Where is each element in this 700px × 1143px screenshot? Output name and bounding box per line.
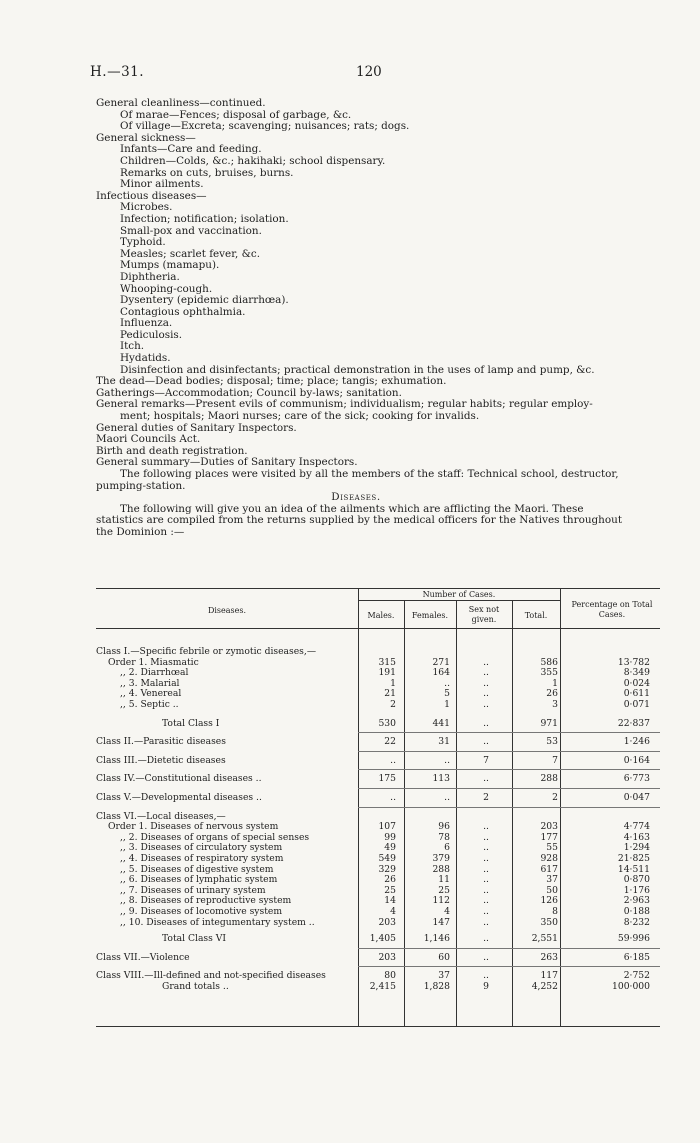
disease-label: ,, 5. Septic .. [120,699,179,710]
percentage-cell: 0·164 [623,754,650,766]
sex-not-given-cell: .. [483,970,489,982]
males-cell: 1,405 [369,933,396,945]
row-rule [358,948,660,949]
males-cell: 80 [384,970,396,982]
sex-not-given-cell: 2 [483,792,489,803]
total-cell: 971 [540,717,558,729]
table-row [96,874,660,885]
females-cell: 113 [432,773,450,785]
sex-not-given-cell: .. [483,699,489,710]
females-cell: 5 [444,688,450,700]
males-cell: 99 [384,831,396,843]
table-row [96,933,660,944]
table-row [96,646,660,657]
text-line: Itch. [120,340,145,353]
percentage-cell: 2·963 [623,895,650,907]
percentage-cell: 0·047 [623,792,650,803]
disease-label: ,, 5. Diseases of digestive system [120,863,274,875]
disease-label: Total Class VI [162,933,227,945]
table-row [96,895,660,906]
sex-not-given-cell: .. [483,717,489,729]
table-row [96,853,660,864]
total-cell: 3 [552,699,558,710]
text-line: pumping-station. [96,479,186,492]
females-cell: 147 [432,916,450,928]
total-cell: 2 [552,792,558,803]
males-cell: .. [390,754,396,766]
percentage-cell: 8·349 [623,667,650,679]
sex-not-given-cell: .. [483,916,489,928]
body-text [96,97,623,539]
table-row [96,981,660,992]
table-row [96,688,660,699]
disease-label: ,, 3. Malarial [120,677,180,689]
sex-not-given-cell: .. [483,656,489,668]
row-rule [358,751,660,752]
text-line: Children—Colds, &c.; hakihaki; school dispensary. [120,154,386,167]
table-row [96,792,660,803]
col-header-diseases: Diseases. [207,606,247,615]
sex-not-given-cell: .. [483,773,489,785]
text-line: General duties of Sanitary Inspectors. [96,421,297,434]
males-cell: 203 [378,951,396,963]
text-line: Pediculosis. [120,328,183,341]
females-cell: 112 [432,895,450,907]
percentage-cell: 1·246 [623,736,650,748]
page-header [90,64,610,80]
table-row [96,970,660,981]
females-cell: 1 [444,699,450,710]
sex-not-given-cell: .. [483,677,489,689]
text-line: Influenza. [120,317,173,330]
disease-label: ,, 2. Diseases of organs of special senses [120,831,310,843]
males-cell: 22 [384,736,396,748]
total-cell: 37 [546,874,558,886]
text-line: The dead—Dead bodies; disposal; time; place; tangis; exhumation. [96,375,447,388]
total-cell: 50 [546,884,558,896]
total-cell: 263 [540,951,558,963]
table-row [96,667,660,678]
males-cell: 530 [378,717,396,729]
females-cell: 379 [432,853,450,864]
females-cell: 6 [444,842,450,854]
disease-label: Class II.—Parasitic diseases [96,736,226,748]
sex-not-given-cell: .. [483,874,489,886]
total-cell: 586 [540,656,558,668]
col-header-females: Females. [411,611,449,620]
disease-label: ,, 2. Diarrhœal [120,667,189,679]
females-cell: 31 [438,736,450,748]
percentage-cell: 6·185 [623,951,650,963]
row-rule [358,732,660,733]
text-line: Disinfection and disinfectants; practical demonstration in the uses of lamp and pump, &c. [120,363,595,376]
text-line: Typhoid. [120,236,166,249]
percentage-cell: 0·611 [623,688,650,700]
text-line: General summary—Duties of Sanitary Inspectors. [96,456,358,469]
disease-label: Class III.—Dietetic diseases [96,754,226,766]
text-line: Infectious diseases— [96,189,207,202]
total-cell: 117 [540,970,558,982]
disease-label: Class VII.—Violence [96,951,190,963]
text-line: Microbes. [120,201,173,214]
section-heading: Diseases. [331,491,381,504]
text-line: Whooping-cough. [120,282,213,295]
number-of-cases-rule [358,600,560,601]
text-line: The following places were visited by all the members of the staff: Technical school, destructor, [120,468,619,480]
disease-label: Order 1. Diseases of nervous system [108,821,279,833]
text-line: The following will give you an idea of the ailments which are afflicting the Maori. These [120,502,584,515]
percentage-cell: 1·176 [623,884,650,896]
disease-label: ,, 3. Diseases of circulatory system [120,842,283,854]
females-cell: 11 [438,874,450,886]
total-cell: 177 [540,831,558,843]
percentage-cell: 22·837 [617,717,650,729]
percentage-cell: 2·752 [623,970,650,982]
text-line: statistics are compiled from the returns supplied by the medical officers for the Natives throughout [96,514,623,527]
males-cell: 21 [384,688,396,700]
males-cell: .. [390,792,396,803]
males-cell: 191 [378,667,396,679]
males-cell: 14 [384,895,396,907]
percentage-cell: 0·870 [623,874,650,886]
sex-not-given-cell: .. [483,831,489,843]
table-row [96,755,660,766]
row-rule [358,807,660,808]
text-line: Hydatids. [120,352,171,365]
disease-label: Grand totals .. [162,981,229,992]
percentage-cell: 21·825 [617,853,650,864]
table-row [96,885,660,896]
males-cell: 107 [378,821,396,833]
disease-label: Class I.—Specific febrile or zymotic diseases,— [96,646,317,657]
col-header-males: Males. [367,611,395,620]
males-cell: 1 [390,677,396,689]
disease-label: ,, 4. Venereal [120,688,182,700]
text-line: General cleanliness—continued. [96,97,266,109]
row-rule [358,769,660,770]
text-line: Of marae—Fences; disposal of garbage, &c. [120,108,352,121]
disease-label: ,, 7. Diseases of urinary system [120,884,266,896]
disease-label: ,, 8. Diseases of reproductive system [120,895,292,907]
text-line: Birth and death registration. [96,444,248,457]
males-cell: 175 [378,773,396,785]
males-cell: 4 [390,906,396,917]
disease-label: ,, 4. Diseases of respiratory system [120,853,284,864]
text-line: Remarks on cuts, bruises, burns. [120,166,294,179]
sex-not-given-cell: .. [483,895,489,907]
males-cell: 25 [384,884,396,896]
females-cell: 164 [432,667,450,679]
males-cell: 329 [378,863,396,875]
total-cell: 26 [546,688,558,700]
text-line: Small-pox and vaccination. [120,224,262,237]
total-cell: 350 [540,916,558,928]
percentage-cell: 100·000 [612,981,650,992]
total-cell: 126 [540,895,558,907]
page-number: 120 [356,64,382,80]
sex-not-given-cell: .. [483,688,489,700]
females-cell: 96 [438,821,450,833]
table-row [96,699,660,710]
sex-not-given-cell: .. [483,853,489,864]
percentage-cell: 13·782 [617,656,650,668]
disease-label: Total Class I [162,717,220,729]
text-line: Maori Councils Act. [96,433,201,446]
total-cell: 2,551 [531,933,558,945]
table-row [96,864,660,875]
table-row [96,906,660,917]
text-line: Infants—Care and feeding. [120,143,262,156]
males-cell: 2,415 [369,981,396,992]
percentage-cell: 1·294 [623,842,650,854]
females-cell: 78 [438,831,450,843]
sex-not-given-cell: .. [483,821,489,833]
females-cell: .. [444,754,450,766]
total-cell: 928 [540,853,558,864]
percentage-cell: 14·511 [617,863,650,875]
females-cell: 25 [438,884,450,896]
sex-not-given-cell: .. [483,951,489,963]
sex-not-given-cell: 7 [483,754,489,766]
percentage-cell: 8·232 [623,916,650,928]
sex-not-given-cell: .. [483,667,489,679]
females-cell: .. [444,792,450,803]
disease-label: Class VI.—Local diseases,— [96,810,226,822]
table-row [96,842,660,853]
total-cell: 355 [540,667,558,679]
females-cell: 288 [432,863,450,875]
disease-label: Class IV.—Constitutional diseases .. [96,773,262,785]
sex-not-given-cell: .. [483,736,489,748]
females-cell: .. [444,677,450,689]
table-row [96,678,660,689]
text-line: General remarks—Present evils of communism; individualism; regular habits; regular employ- [96,398,593,411]
total-cell: 55 [546,842,558,854]
table-row [96,832,660,843]
total-cell: 4,252 [531,981,558,992]
row-rule [358,966,660,967]
males-cell: 2 [390,699,396,710]
total-cell: 288 [540,773,558,785]
col-header-percentage: Percentage on Total Cases. [571,600,653,619]
females-cell: 60 [438,951,450,963]
disease-label: Class V.—Developmental diseases .. [96,792,262,803]
total-cell: 8 [552,906,558,917]
table-bottom-rule [96,1026,660,1027]
table-top-rule [96,588,660,589]
table-row [96,773,660,784]
table-row [96,917,660,928]
males-cell: 26 [384,874,396,886]
text-line: Measles; scarlet fever, &c. [120,247,261,260]
females-cell: 271 [432,656,450,668]
table-row [96,952,660,963]
table-row [96,821,660,832]
text-line: Contagious ophthalmia. [120,305,246,318]
percentage-cell: 59·996 [617,933,650,945]
percentage-cell: 6·773 [623,773,650,785]
females-cell: 1,146 [423,933,450,945]
text-line: Infection; notification; isolation. [120,212,289,225]
table-row [96,657,660,668]
table-row [96,718,660,729]
col-header-total: Total. [524,611,548,620]
text-line: Of village—Excreta; scavenging; nuisances; rats; dogs. [120,120,410,133]
total-cell: 203 [540,821,558,833]
percentage-cell: 0·071 [623,699,650,710]
col-header-sex-not-given: Sex not given. [468,605,500,624]
text-line: Minor ailments. [120,178,204,191]
disease-label: Order 1. Miasmatic [108,656,199,668]
text-line: ment; hospitals; Maori nurses; care of the sick; cooking for invalids. [120,410,480,423]
total-cell: 1 [552,677,558,689]
males-cell: 549 [378,853,396,864]
females-cell: 37 [438,970,450,982]
row-rule [358,788,660,789]
sex-not-given-cell: .. [483,933,489,945]
table-header-rule [96,628,660,629]
table-row [96,811,660,822]
table-row [96,736,660,747]
text-line: the Dominion :— [96,525,185,538]
percentage-cell: 0·188 [623,906,650,917]
sex-not-given-cell: .. [483,863,489,875]
text-line: Mumps (mamapu). [120,259,220,272]
males-cell: 315 [378,656,396,668]
disease-label: ,, 9. Diseases of locomotive system [120,906,283,917]
total-cell: 53 [546,736,558,748]
text-line: Diphtheria. [120,270,180,283]
total-cell: 617 [540,863,558,875]
sex-not-given-cell: .. [483,884,489,896]
sex-not-given-cell: .. [483,842,489,854]
disease-label: ,, 6. Diseases of lymphatic system [120,874,278,886]
sex-not-given-cell: .. [483,906,489,917]
males-cell: 49 [384,842,396,854]
col-header-number-of-cases: Number of Cases. [422,590,496,599]
document-reference: H.—31. [90,64,145,80]
text-line: General sickness— [96,131,196,144]
females-cell: 1,828 [423,981,450,992]
disease-label: ,, 10. Diseases of integumentary system .. [120,916,315,928]
females-cell: 4 [444,906,450,917]
text-line: Dysentery (epidemic diarrhœa). [120,294,289,307]
percentage-cell: 4·774 [623,821,650,833]
disease-label: Class VIII.—Ill-defined and not-specified diseases [96,970,326,982]
females-cell: 441 [432,717,450,729]
text-line: Gatherings—Accommodation; Council by-laws; sanitation. [96,386,402,399]
percentage-cell: 4·163 [623,831,650,843]
sex-not-given-cell: 9 [483,981,489,992]
males-cell: 203 [378,916,396,928]
total-cell: 7 [552,754,558,766]
percentage-cell: 0·024 [623,677,650,689]
